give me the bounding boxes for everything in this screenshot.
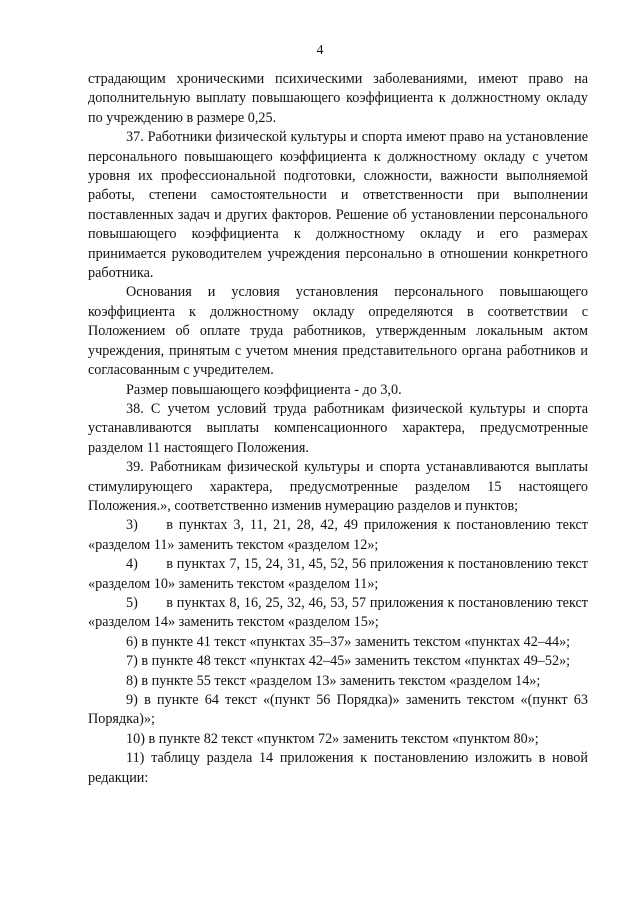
page-number: 4 <box>316 43 324 58</box>
paragraph-coefficient-size: Размер повышающего коэффициента - до 3,0. <box>126 381 402 398</box>
paragraph-grounds: Основания и условия установления персонального повышающего коэффициента к должностному окладу определяются в соответствии с Положением об оплате труда работников, утвержденным локальным актом учреждения, принятым с учетом мнения представительного органа работников и согласованным с учредителем. <box>88 284 588 379</box>
paragraph-37: 37. Работники физической культуры и спорта имеют право на установление персонального повышающего коэффициента к должностному окладу с учетом уровня их профессиональной подготовки, сложности, важности выполняемой работы, степени самостоятельности и ответственности при выполнении поставленных задач и других факторов. Решение об установлении персонального повышающего коэффициента к должностному окладу и его размерах принимается руководителем учреждения персонально в отношении конкретного работника. <box>88 129 588 282</box>
list-item-11: 11) таблицу раздела 14 приложения к постановлению изложить в новой редакции: <box>88 750 588 786</box>
paragraph-38: 38. С учетом условий труда работникам физической культуры и спорта устанавливаются выплаты компенсационного характера, предусмотренные разделом 11 настоящего Положения. <box>88 400 588 456</box>
list-item-4: 4) в пунктах 7, 15, 24, 31, 45, 52, 56 приложения к постановлению текст «разделом 10» заменить текстом «разделом 11»; <box>88 556 588 592</box>
list-item-6: 6) в пункте 41 текст «пунктах 35–37» заменить текстом «пунктах 42–44»; <box>126 633 571 650</box>
list-item-5: 5) в пунктах 8, 16, 25, 32, 46, 53, 57 приложения к постановлению текст «разделом 14» заменить текстом «разделом 15»; <box>88 594 588 631</box>
list-item-3: 3) в пунктах 3, 11, 21, 28, 42, 49 приложения к постановлению текст «разделом 11» заменить текстом «разделом 12»; <box>88 517 588 553</box>
list-item-7: 7) в пункте 48 текст «пунктах 42–45» заменить текстом «пунктах 49–52»; <box>126 653 571 670</box>
list-item-8: 8) в пункте 55 текст «разделом 13» заменить текстом «разделом 14»; <box>126 672 541 689</box>
list-item-10: 10) в пункте 82 текст «пунктом 72» заменить текстом «пунктом 80»; <box>126 730 539 747</box>
list-item-9: 9) в пункте 64 текст «(пункт 56 Порядка)» заменить текстом «(пункт 63 Порядка)»; <box>88 692 588 728</box>
paragraph-39: 39. Работникам физической культуры и спорта устанавливаются выплаты стимулирующего характера, предусмотренные разделом 15 настоящего Положения.», соответственно изменив нумерацию разделов и пунктов; <box>88 459 588 514</box>
document-body <box>88 70 588 788</box>
paragraph-continuation: страдающим хроническими психическими заболеваниями, имеют право на дополнительную выплату повышающего коэффициента к должностному окладу по учреждению в размере 0,25. <box>88 71 588 126</box>
